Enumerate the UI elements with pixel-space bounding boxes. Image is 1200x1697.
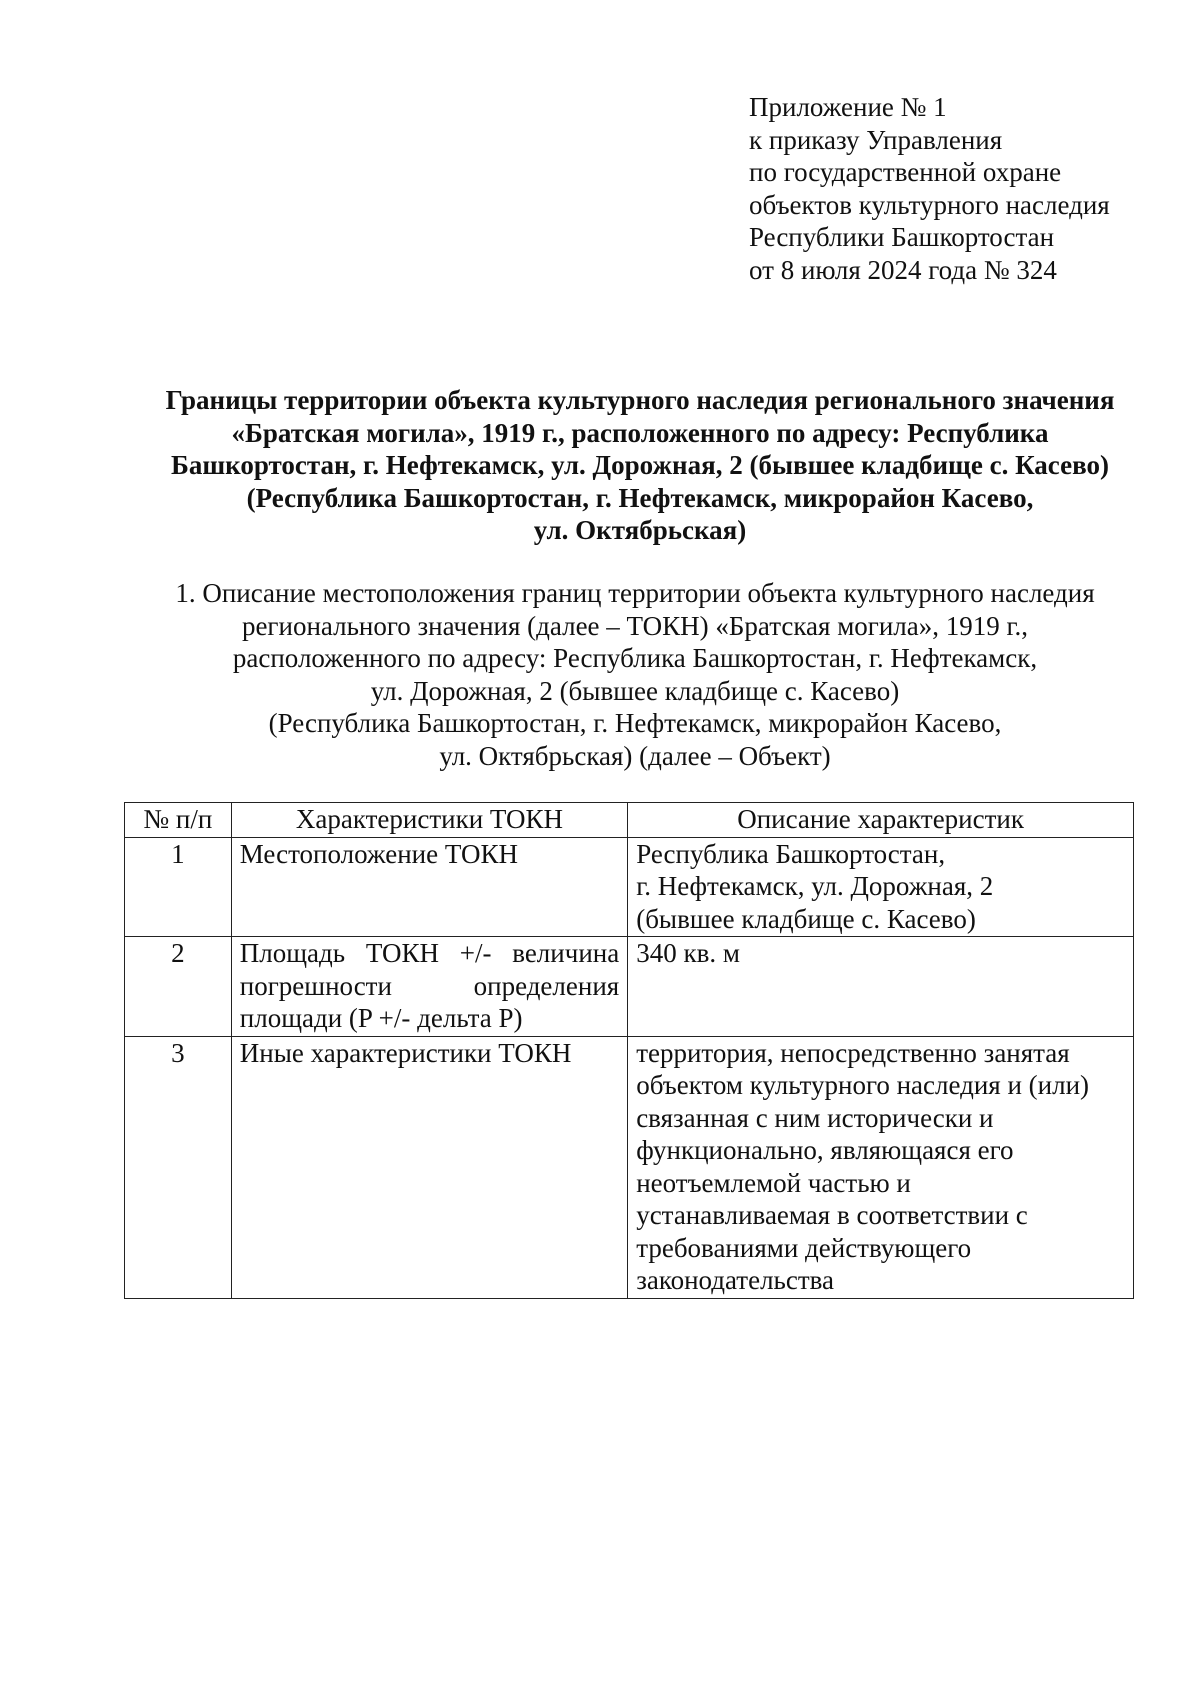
description-line: территория, непосредственно занятая bbox=[636, 1037, 1070, 1068]
description-line: связанная с ним исторически и bbox=[636, 1102, 994, 1133]
row-characteristic: Площадь ТОКН +/- величина погрешности определения площади (P +/- дельта P) bbox=[231, 937, 627, 1037]
row-description bbox=[628, 937, 1134, 1037]
appendix-line: Приложение № 1 bbox=[749, 92, 947, 122]
appendix-line: к приказу Управления bbox=[749, 124, 1003, 155]
characteristics-table bbox=[124, 802, 1134, 1299]
title-line: (Республика Башкортостан, г. Нефтекамск, микрорайон Касево, bbox=[246, 482, 1034, 513]
description-line: функционально, являющаяся его bbox=[636, 1135, 1014, 1165]
description-line: требованиями действующего bbox=[636, 1232, 972, 1263]
description-line: неотъемлемой частью и bbox=[636, 1167, 911, 1198]
appendix-line: объектов культурного наследия bbox=[749, 189, 1110, 220]
title-line: Границы территории объекта культурного наследия регионального значения bbox=[165, 385, 1115, 415]
appendix-header bbox=[749, 91, 1169, 286]
header-characteristic: Характеристики ТОКН bbox=[231, 803, 627, 838]
section-1-heading bbox=[110, 577, 1160, 772]
appendix-line: по государственной охране bbox=[749, 157, 1062, 187]
appendix-line: от 8 июля 2024 года № 324 bbox=[749, 254, 1057, 285]
table-row bbox=[125, 837, 1134, 937]
row-description bbox=[628, 1036, 1134, 1298]
description-line: устанавливаемая в соответствии с bbox=[636, 1200, 1028, 1230]
header-description: Описание характеристик bbox=[628, 803, 1134, 838]
title-line: «Братская могила», 1919 г., расположенного по адресу: Республика bbox=[231, 417, 1049, 448]
title-line: Башкортостан, г. Нефтекамск, ул. Дорожная, 2 (бывшее кладбище с. Касево) bbox=[171, 450, 1109, 480]
table-row bbox=[125, 937, 1134, 1037]
row-num: 2 bbox=[125, 937, 232, 1037]
section-line: регионального значения (далее – ТОКН) «Братская могила», 1919 г., bbox=[241, 610, 1029, 641]
row-characteristic: Иные характеристики ТОКН bbox=[231, 1036, 627, 1298]
section-line: 1. Описание местоположения границ территории объекта культурного наследия bbox=[175, 578, 1095, 608]
description-line: (бывшее кладбище с. Касево) bbox=[636, 903, 976, 934]
header-num: № п/п bbox=[125, 803, 232, 838]
row-num: 3 bbox=[125, 1036, 232, 1298]
section-line: расположенного по адресу: Республика Башкортостан, г. Нефтекамск, bbox=[232, 643, 1038, 673]
section-line: ул. Дорожная, 2 (бывшее кладбище с. Касево) bbox=[370, 675, 900, 706]
section-line: ул. Октябрьская) (далее – Объект) bbox=[439, 740, 831, 771]
appendix-line: Республики Башкортостан bbox=[749, 222, 1055, 252]
table-row bbox=[125, 1036, 1134, 1298]
row-characteristic: Местоположение ТОКН bbox=[231, 837, 627, 937]
row-num: 1 bbox=[125, 837, 232, 937]
document-title bbox=[110, 384, 1170, 547]
table-header-row bbox=[125, 803, 1134, 838]
row-description bbox=[628, 837, 1134, 937]
description-line: 340 кв. м bbox=[636, 938, 740, 968]
description-line: г. Нефтекамск, ул. Дорожная, 2 bbox=[636, 871, 994, 901]
description-line: законодательства bbox=[636, 1265, 835, 1295]
title-line: ул. Октябрьская) bbox=[533, 515, 747, 545]
description-line: Республика Башкортостан, bbox=[636, 838, 946, 869]
description-line: объектом культурного наследия и (или) bbox=[636, 1070, 1090, 1100]
section-line: (Республика Башкортостан, г. Нефтекамск, микрорайон Касево, bbox=[268, 708, 1002, 738]
